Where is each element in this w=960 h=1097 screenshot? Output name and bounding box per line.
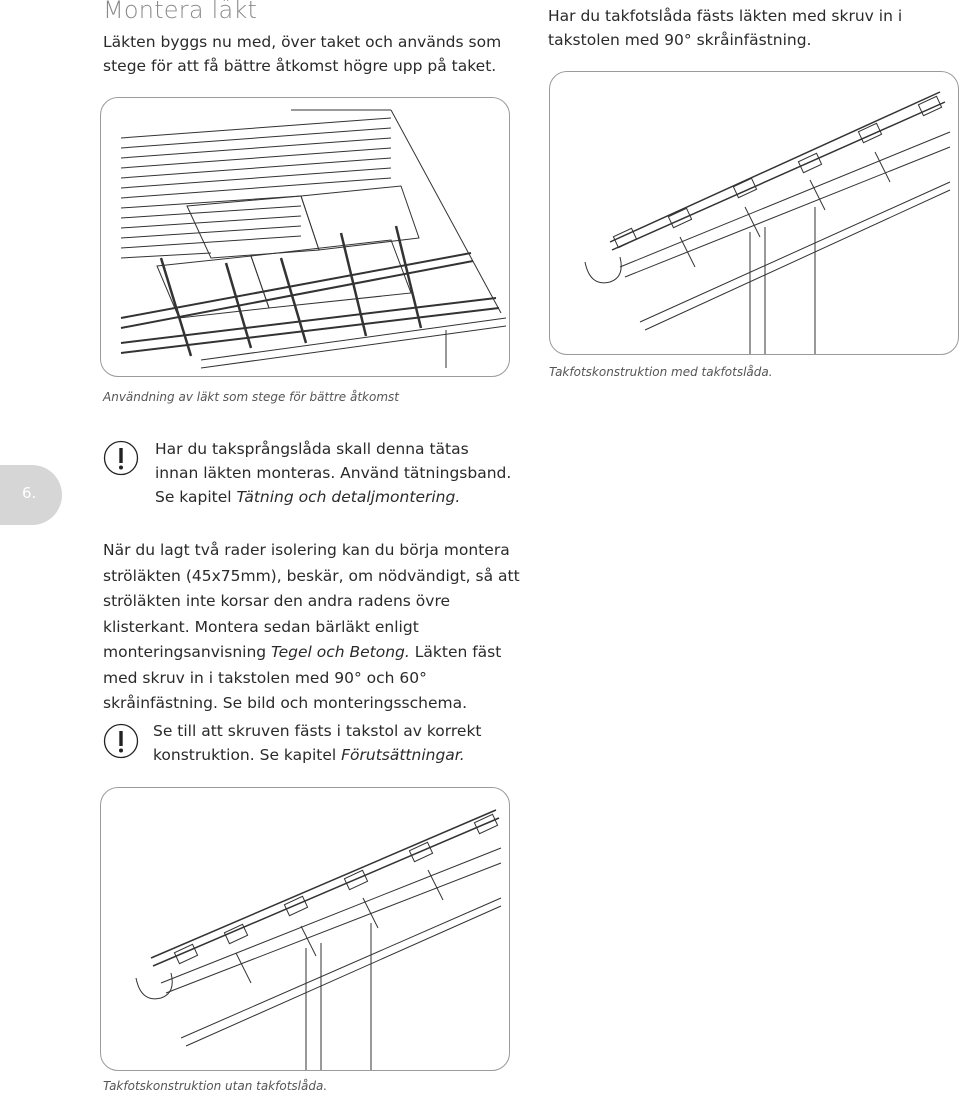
body-paragraph	[103, 538, 523, 717]
ladder-figure	[100, 97, 510, 377]
warning-chapter-ref: Tätning och detaljmontering.	[236, 488, 461, 506]
eaves-box-illustration	[550, 72, 958, 354]
warning-chapter-ref: Förutsättningar.	[341, 746, 465, 764]
exclamation-circle-icon	[103, 440, 139, 476]
no-eaves-box-figure	[100, 787, 510, 1071]
intro-text: Läkten byggs nu med, över taket och används som stege för att få bättre åtkomst högre upp på taket.	[103, 33, 502, 75]
exclamation-circle-icon	[103, 723, 139, 759]
no-eaves-box-illustration	[101, 788, 509, 1070]
eaves-box-caption: Takfotskonstruktion med takfotslåda.	[549, 365, 773, 379]
body-ref: Tegel och Betong.	[271, 643, 410, 661]
section-title: Montera läkt	[103, 0, 258, 24]
ladder-illustration	[101, 98, 509, 376]
body-part2: Läkten fäst med skruv in i takstolen med 90° och 60° skråinfästning. Se bild och monteringsschema.	[103, 643, 502, 712]
chapter-number: 6.	[22, 484, 37, 502]
eaves-box-figure	[549, 71, 959, 355]
warning-body: Se till att skruven fästs i takstol av korrekt konstruktion. Se kapitel	[153, 722, 482, 764]
intro-right-text: Har du takfotslåda fästs läkten med skruv in i takstolen med 90° skråinfästning.	[548, 7, 903, 49]
body-part1: När du lagt två rader isolering kan du börja montera ströläkten (45x75mm), beskär, om nödvändigt, så att ströläkten inte korsar den andra radens övre klisterkant. Montera sedan bärläkt enligt monteringsanvisning	[103, 541, 520, 661]
no-eaves-box-caption: Takfotskonstruktion utan takfotslåda.	[103, 1079, 328, 1093]
warning-text	[155, 437, 515, 509]
warning-body: Har du taksprångslåda skall denna tätas innan läkten monteras. Använd tätningsband. Se kapitel	[155, 440, 512, 506]
warning-text	[153, 719, 498, 767]
ladder-caption: Användning av läkt som stege för bättre åtkomst	[103, 390, 399, 404]
